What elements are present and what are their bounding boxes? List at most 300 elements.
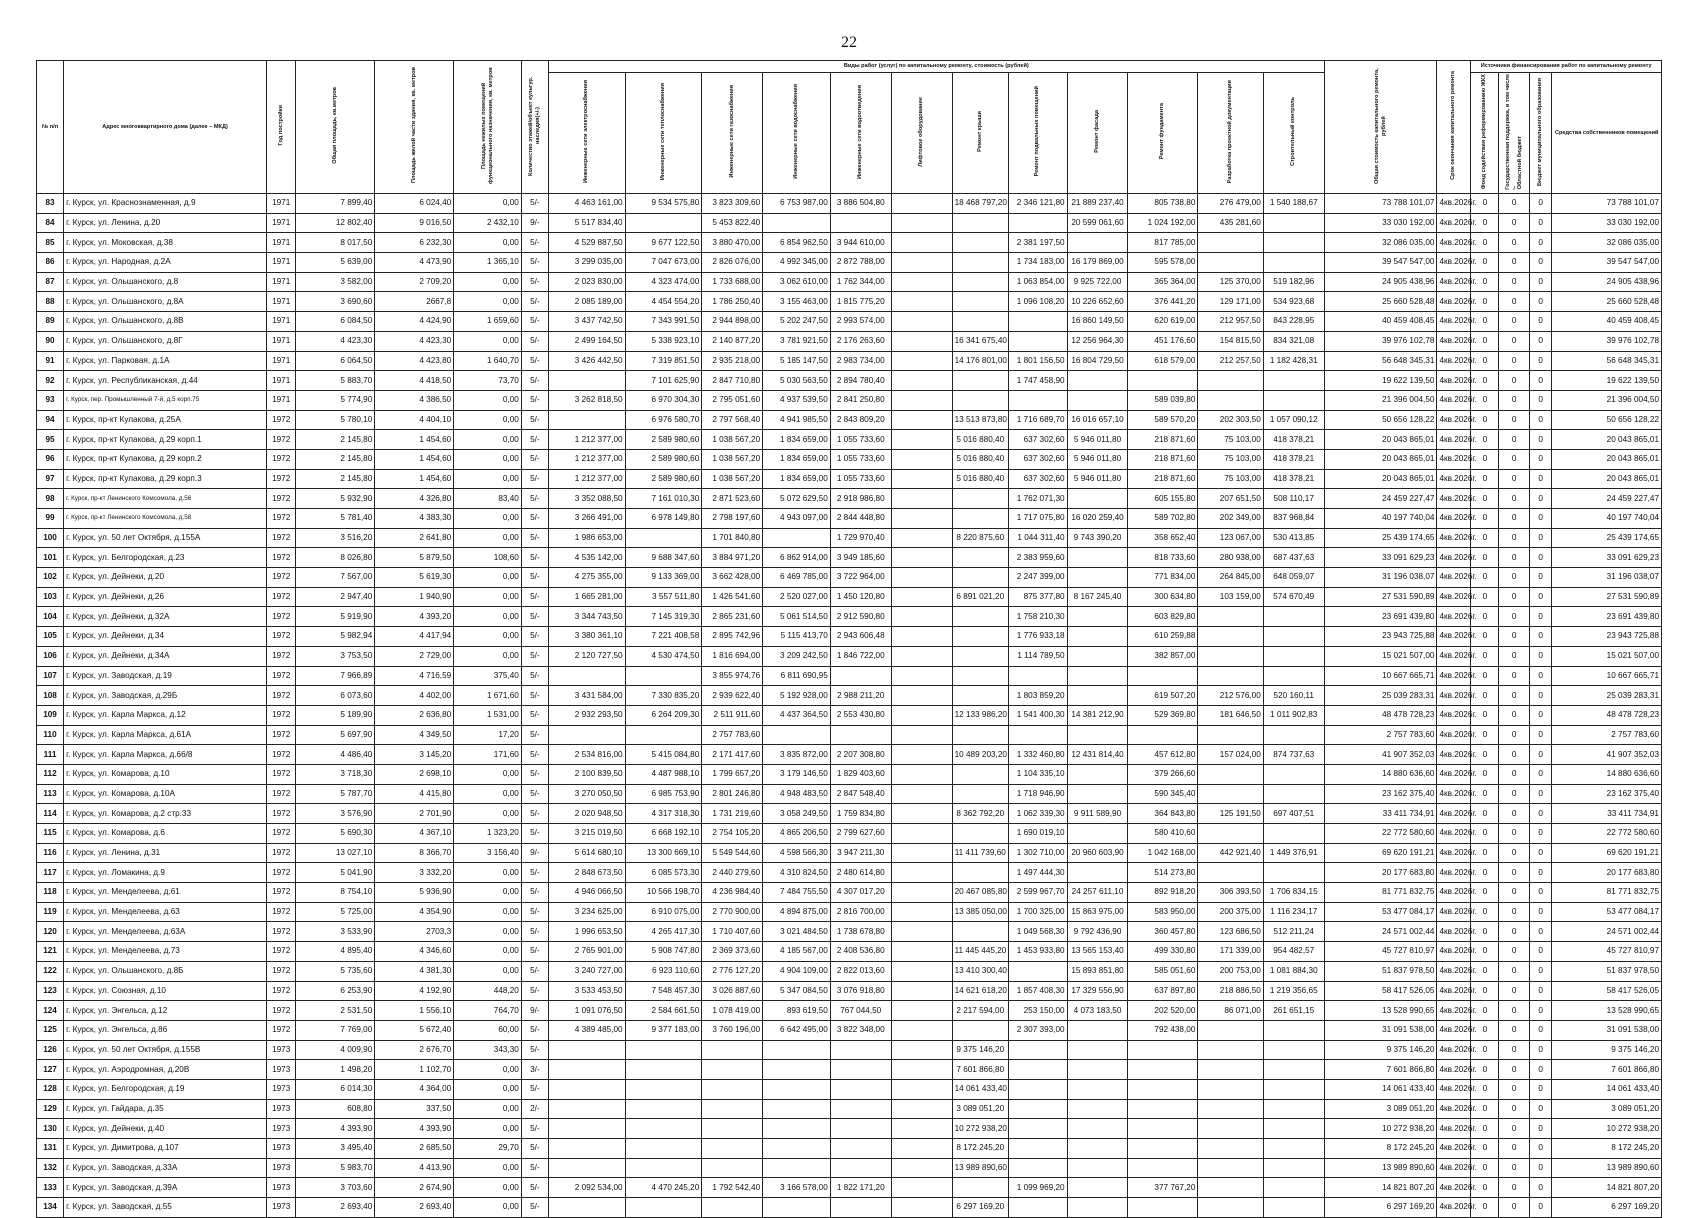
row-year: 1972 <box>267 430 296 450</box>
row-living-area: 1 940,90 <box>375 587 454 607</box>
row-floors: 5/- <box>521 548 548 568</box>
row-water: 6 811 690,95 <box>763 666 831 686</box>
row-sewage: 2 480 614,80 <box>830 863 891 883</box>
row-regional: 0 <box>1499 410 1529 430</box>
table-row <box>37 883 1662 903</box>
row-address: г. Курск, ул. Комарова, д.10А <box>64 784 267 804</box>
row-fund: 0 <box>1471 922 1499 942</box>
row-municipal: 0 <box>1529 1178 1552 1198</box>
header-work-basement: Ремонт подвальных помещений <box>1008 73 1067 194</box>
row-nonliving-area: 0,00 <box>454 804 522 824</box>
row-total-cost: 73 788 101,07 <box>1324 194 1437 214</box>
row-floors: 5/- <box>521 883 548 903</box>
row-nonliving-area: 0,00 <box>454 1158 522 1178</box>
row-municipal: 0 <box>1529 922 1552 942</box>
row-fund: 0 <box>1471 1020 1499 1040</box>
row-design: 202 303,50 <box>1198 410 1263 430</box>
row-nonliving-area: 0,00 <box>454 568 522 588</box>
row-water: 1 834 659,00 <box>763 469 831 489</box>
row-elevator <box>891 1158 952 1178</box>
row-sewage: 2 943 606,48 <box>830 627 891 647</box>
row-living-area: 4 386,50 <box>375 390 454 410</box>
row-electric: 1 665 281,00 <box>548 587 625 607</box>
row-supervision <box>1263 784 1324 804</box>
row-living-area: 1 102,70 <box>375 1060 454 1080</box>
row-address: г. Курск, ул. Димитрова, д.107 <box>64 1139 267 1159</box>
row-regional: 0 <box>1499 725 1529 745</box>
row-electric <box>548 410 625 430</box>
row-living-area: 4 423,30 <box>375 331 454 351</box>
row-facade <box>1067 627 1128 647</box>
row-gas <box>702 1079 763 1099</box>
row-basement: 1 049 568,30 <box>1008 922 1067 942</box>
row-elevator <box>891 331 952 351</box>
row-elevator <box>891 1178 952 1198</box>
row-fund: 0 <box>1471 489 1499 509</box>
row-roof <box>952 272 1008 292</box>
row-address: г. Курск, ул. Союзная, д.10 <box>64 981 267 1001</box>
row-nonliving-area: 0,00 <box>454 390 522 410</box>
row-year: 1972 <box>267 489 296 509</box>
row-number: 115 <box>37 824 64 844</box>
row-supervision <box>1263 1198 1324 1218</box>
row-supervision: 697 407,51 <box>1263 804 1324 824</box>
row-supervision <box>1263 1079 1324 1099</box>
row-supervision: 954 482,57 <box>1263 942 1324 962</box>
row-sewage: 4 307 017,20 <box>830 883 891 903</box>
row-elevator <box>891 587 952 607</box>
row-heating: 6 970 304,30 <box>625 390 702 410</box>
row-number: 113 <box>37 784 64 804</box>
row-roof: 13 385 050,00 <box>952 902 1008 922</box>
row-municipal: 0 <box>1529 686 1552 706</box>
row-number: 110 <box>37 725 64 745</box>
row-regional: 0 <box>1499 883 1529 903</box>
row-living-area: 4 402,00 <box>375 686 454 706</box>
row-number: 87 <box>37 272 64 292</box>
row-total-area: 4 009,90 <box>296 1040 375 1060</box>
row-own-funds: 58 417 526,05 <box>1552 981 1662 1001</box>
row-floors: 5/- <box>521 646 548 666</box>
table-row <box>37 1158 1662 1178</box>
row-total-cost: 22 772 580,60 <box>1324 824 1437 844</box>
row-elevator <box>891 410 952 430</box>
row-living-area: 6 024,40 <box>375 194 454 214</box>
row-foundation: 585 051,60 <box>1128 961 1198 981</box>
row-total-area: 6 014,30 <box>296 1079 375 1099</box>
row-basement <box>1008 390 1067 410</box>
row-nonliving-area: 0,00 <box>454 233 522 253</box>
row-deadline: 4кв.2026г. <box>1437 1040 1471 1060</box>
row-heating: 10 566 198,70 <box>625 883 702 903</box>
row-year: 1972 <box>267 646 296 666</box>
row-regional: 0 <box>1499 430 1529 450</box>
row-address: г. Курск, ул. Дейнеки, д.40 <box>64 1119 267 1139</box>
row-living-area: 4 393,90 <box>375 1119 454 1139</box>
row-floors: 5/- <box>521 1178 548 1198</box>
row-regional: 0 <box>1499 942 1529 962</box>
row-sewage: 2 207 308,80 <box>830 745 891 765</box>
row-address: г. Курск, ул. Краснознаменная, д.9 <box>64 194 267 214</box>
row-floors: 5/- <box>521 194 548 214</box>
row-design: 75 103,00 <box>1198 449 1263 469</box>
table-row <box>37 587 1662 607</box>
row-deadline: 4кв.2026г. <box>1437 666 1471 686</box>
row-address: г. Курск, ул. Заводская, д.55 <box>64 1198 267 1218</box>
row-regional: 0 <box>1499 331 1529 351</box>
row-basement: 1 857 408,30 <box>1008 981 1067 1001</box>
row-regional: 0 <box>1499 568 1529 588</box>
row-floors: 9/- <box>521 213 548 233</box>
row-total-area: 3 703,60 <box>296 1178 375 1198</box>
row-elevator <box>891 804 952 824</box>
header-work-water: Инженерные сети водоснабжения <box>763 73 831 194</box>
row-water <box>763 528 831 548</box>
row-water: 5 115 413,70 <box>763 627 831 647</box>
row-address: г. Курск, ул. Комарова, д.6 <box>64 824 267 844</box>
row-regional: 0 <box>1499 961 1529 981</box>
row-foundation: 202 520,00 <box>1128 1001 1198 1021</box>
row-electric: 2 932 293,50 <box>548 705 625 725</box>
row-roof: 8 362 792,20 <box>952 804 1008 824</box>
row-sewage: 767 044,50 <box>830 1001 891 1021</box>
row-elevator <box>891 194 952 214</box>
row-foundation <box>1128 725 1198 745</box>
row-total-area: 7 966,89 <box>296 666 375 686</box>
row-supervision <box>1263 1139 1324 1159</box>
row-own-funds: 50 656 128,22 <box>1552 410 1662 430</box>
row-municipal: 0 <box>1529 213 1552 233</box>
row-facade <box>1067 686 1128 706</box>
row-number: 117 <box>37 863 64 883</box>
row-municipal: 0 <box>1529 292 1552 312</box>
row-basement <box>1008 961 1067 981</box>
row-gas: 1 792 542,40 <box>702 1178 763 1198</box>
table-row <box>37 548 1662 568</box>
row-basement: 637 302,60 <box>1008 469 1067 489</box>
row-fund: 0 <box>1471 371 1499 391</box>
row-own-funds: 40 459 408,45 <box>1552 312 1662 332</box>
row-electric <box>548 1119 625 1139</box>
row-nonliving-area: 0,00 <box>454 863 522 883</box>
row-deadline: 4кв.2026г. <box>1437 331 1471 351</box>
row-total-cost: 7 601 866,80 <box>1324 1060 1437 1080</box>
header-work-heating: Инженерные сети теплоснабжения <box>625 73 702 194</box>
row-electric: 3 215 019,50 <box>548 824 625 844</box>
row-floors: 5/- <box>521 804 548 824</box>
row-address: г. Курск, пр-кт Ленинского Комсомола, д.58 <box>64 509 267 529</box>
row-number: 92 <box>37 371 64 391</box>
row-sewage: 2 988 211,20 <box>830 686 891 706</box>
row-facade: 10 226 652,60 <box>1067 292 1128 312</box>
row-heating <box>625 1079 702 1099</box>
row-electric: 3 431 584,00 <box>548 686 625 706</box>
row-total-area: 3 495,40 <box>296 1139 375 1159</box>
row-elevator <box>891 607 952 627</box>
row-total-area: 2 947,40 <box>296 587 375 607</box>
row-electric: 3 344 743,50 <box>548 607 625 627</box>
row-facade: 8 167 245,40 <box>1067 587 1128 607</box>
row-living-area: 9 016,50 <box>375 213 454 233</box>
row-heating: 7 319 851,50 <box>625 351 702 371</box>
row-address: г. Курск, пр-кт Ленинского Комсомола, д.56 <box>64 489 267 509</box>
row-number: 121 <box>37 942 64 962</box>
table-row <box>37 509 1662 529</box>
row-living-area: 4 192,90 <box>375 981 454 1001</box>
row-living-area: 5 936,90 <box>375 883 454 903</box>
row-own-funds: 69 620 191,21 <box>1552 843 1662 863</box>
header-work-gas: Инженерные сети газоснабжения <box>702 73 763 194</box>
row-facade <box>1067 1040 1128 1060</box>
row-elevator <box>891 292 952 312</box>
row-foundation: 379 266,60 <box>1128 764 1198 784</box>
row-heating: 13 300 669,10 <box>625 843 702 863</box>
row-electric <box>548 1060 625 1080</box>
row-address: г. Курск, ул. 50 лет Октября, д.155А <box>64 528 267 548</box>
row-address: г. Курск, ул. Заводская, д.19 <box>64 666 267 686</box>
row-address: г. Курск, ул. Ольшанского, д.8В <box>64 312 267 332</box>
row-deadline: 4кв.2026г. <box>1437 312 1471 332</box>
row-nonliving-area: 375,40 <box>454 666 522 686</box>
header-floors: Количество этажей/объект культур. наследия(+/-) <box>521 61 548 194</box>
row-basement: 2 381 197,50 <box>1008 233 1067 253</box>
row-electric: 3 266 491,00 <box>548 509 625 529</box>
row-electric: 5 517 834,40 <box>548 213 625 233</box>
table-row <box>37 1139 1662 1159</box>
row-facade: 9 911 589,90 <box>1067 804 1128 824</box>
row-electric: 2 023 830,00 <box>548 272 625 292</box>
row-year: 1973 <box>267 1099 296 1119</box>
row-heating: 6 976 580,70 <box>625 410 702 430</box>
row-address: г. Курск, ул. Дейнеки, д.34 <box>64 627 267 647</box>
row-sewage: 1 829 403,60 <box>830 764 891 784</box>
row-number: 112 <box>37 764 64 784</box>
row-fund: 0 <box>1471 1001 1499 1021</box>
row-sewage <box>830 1060 891 1080</box>
row-number: 130 <box>37 1119 64 1139</box>
row-roof <box>952 863 1008 883</box>
row-gas: 2 801 246,80 <box>702 784 763 804</box>
row-facade: 4 073 183,50 <box>1067 1001 1128 1021</box>
row-address: г. Курск, ул. Гайдара, д.35 <box>64 1099 267 1119</box>
row-floors: 5/- <box>521 824 548 844</box>
row-design: 103 159,00 <box>1198 587 1263 607</box>
row-total-area: 5 774,90 <box>296 390 375 410</box>
row-supervision: 843 228,95 <box>1263 312 1324 332</box>
row-supervision <box>1263 1040 1324 1060</box>
row-fund: 0 <box>1471 312 1499 332</box>
row-roof: 5 016 880,40 <box>952 430 1008 450</box>
row-municipal: 0 <box>1529 1198 1552 1218</box>
row-total-cost: 51 837 978,50 <box>1324 961 1437 981</box>
row-regional: 0 <box>1499 981 1529 1001</box>
row-design <box>1198 1178 1263 1198</box>
row-deadline: 4кв.2026г. <box>1437 784 1471 804</box>
row-municipal: 0 <box>1529 646 1552 666</box>
row-living-area: 4 404,10 <box>375 410 454 430</box>
row-floors: 5/- <box>521 961 548 981</box>
row-year: 1971 <box>267 233 296 253</box>
row-gas: 2 511 911,60 <box>702 705 763 725</box>
row-regional: 0 <box>1499 528 1529 548</box>
row-municipal: 0 <box>1529 745 1552 765</box>
row-number: 83 <box>37 194 64 214</box>
row-roof: 10 272 938,20 <box>952 1119 1008 1139</box>
row-total-cost: 24 571 002,44 <box>1324 922 1437 942</box>
row-regional: 0 <box>1499 686 1529 706</box>
row-regional: 0 <box>1499 666 1529 686</box>
row-gas: 3 760 196,00 <box>702 1020 763 1040</box>
row-own-funds: 25 439 174,65 <box>1552 528 1662 548</box>
row-heating: 6 264 209,30 <box>625 705 702 725</box>
row-foundation <box>1128 1139 1198 1159</box>
row-basement <box>1008 213 1067 233</box>
row-living-area: 5 672,40 <box>375 1020 454 1040</box>
row-basement: 1 099 969,20 <box>1008 1178 1067 1198</box>
header-works-group: Виды работ (услуг) по капитальному ремонту, стоимость (рублей) <box>548 61 1324 73</box>
row-gas: 1 078 419,00 <box>702 1001 763 1021</box>
row-total-area: 5 639,00 <box>296 253 375 273</box>
row-number: 94 <box>37 410 64 430</box>
row-foundation: 605 155,80 <box>1128 489 1198 509</box>
row-deadline: 4кв.2026г. <box>1437 725 1471 745</box>
row-total-cost: 19 622 139,50 <box>1324 371 1437 391</box>
row-water <box>763 1139 831 1159</box>
row-total-area: 2 145,80 <box>296 469 375 489</box>
row-water: 5 030 563,50 <box>763 371 831 391</box>
row-year: 1971 <box>267 272 296 292</box>
row-sewage: 1 759 834,80 <box>830 804 891 824</box>
row-sewage: 1 846 722,00 <box>830 646 891 666</box>
table-row <box>37 390 1662 410</box>
row-design: 202 349,00 <box>1198 509 1263 529</box>
row-heating: 7 047 673,00 <box>625 253 702 273</box>
row-basement: 1 096 108,20 <box>1008 292 1067 312</box>
table-row <box>37 1099 1662 1119</box>
row-gas: 1 733 688,00 <box>702 272 763 292</box>
row-nonliving-area: 0,00 <box>454 410 522 430</box>
row-living-area: 4 417,94 <box>375 627 454 647</box>
row-total-cost: 3 089 051,20 <box>1324 1099 1437 1119</box>
row-regional: 0 <box>1499 449 1529 469</box>
row-heating: 5 908 747,80 <box>625 942 702 962</box>
row-basement: 2 599 967,70 <box>1008 883 1067 903</box>
row-year: 1973 <box>267 1158 296 1178</box>
row-own-funds: 31 196 038,07 <box>1552 568 1662 588</box>
row-total-area: 6 084,50 <box>296 312 375 332</box>
row-regional: 0 <box>1499 843 1529 863</box>
row-heating: 6 910 075,00 <box>625 902 702 922</box>
row-total-cost: 23 162 375,40 <box>1324 784 1437 804</box>
row-basement: 1 718 946,90 <box>1008 784 1067 804</box>
header-total-cost: Общая стоимость капитального ремонта, рублей <box>1324 61 1437 194</box>
row-address: г. Курск, ул. Менделеева, д.61 <box>64 883 267 903</box>
row-address: г. Курск, ул. Дейнеки, д.20 <box>64 568 267 588</box>
row-total-cost: 31 196 038,07 <box>1324 568 1437 588</box>
row-fund: 0 <box>1471 686 1499 706</box>
row-electric: 3 380 361,10 <box>548 627 625 647</box>
table-row <box>37 194 1662 214</box>
row-foundation <box>1128 1119 1198 1139</box>
row-regional: 0 <box>1499 312 1529 332</box>
row-municipal: 0 <box>1529 1099 1552 1119</box>
row-roof <box>952 292 1008 312</box>
row-supervision <box>1263 1020 1324 1040</box>
row-design: 125 191,50 <box>1198 804 1263 824</box>
row-address: г. Курск, ул. Дейнеки, д.32А <box>64 607 267 627</box>
row-living-area: 2 709,20 <box>375 272 454 292</box>
row-living-area: 1 454,60 <box>375 430 454 450</box>
row-total-cost: 8 172 245,20 <box>1324 1139 1437 1159</box>
row-own-funds: 45 727 810,97 <box>1552 942 1662 962</box>
row-foundation: 218 871,60 <box>1128 449 1198 469</box>
row-own-funds: 24 571 002,44 <box>1552 922 1662 942</box>
row-electric: 3 240 727,00 <box>548 961 625 981</box>
row-living-area: 4 354,90 <box>375 902 454 922</box>
row-nonliving-area: 0,00 <box>454 646 522 666</box>
row-foundation: 376 441,20 <box>1128 292 1198 312</box>
row-number: 126 <box>37 1040 64 1060</box>
row-roof <box>952 824 1008 844</box>
row-supervision: 519 182,96 <box>1263 272 1324 292</box>
row-year: 1972 <box>267 666 296 686</box>
table-row <box>37 705 1662 725</box>
row-floors: 5/- <box>521 942 548 962</box>
row-gas: 1 799 657,20 <box>702 764 763 784</box>
row-floors: 9/- <box>521 1001 548 1021</box>
table-row <box>37 1079 1662 1099</box>
table-row <box>37 824 1662 844</box>
row-facade: 20 960 603,90 <box>1067 843 1128 863</box>
row-roof: 14 176 801,00 <box>952 351 1008 371</box>
row-total-area: 2 145,80 <box>296 430 375 450</box>
row-gas <box>702 1099 763 1119</box>
table-row <box>37 666 1662 686</box>
row-elevator <box>891 1099 952 1119</box>
row-facade <box>1067 371 1128 391</box>
row-living-area: 4 383,30 <box>375 509 454 529</box>
row-elevator <box>891 824 952 844</box>
table-row <box>37 942 1662 962</box>
row-total-cost: 25 660 528,48 <box>1324 292 1437 312</box>
row-total-area: 1 498,20 <box>296 1060 375 1080</box>
row-regional: 0 <box>1499 587 1529 607</box>
table-row <box>37 272 1662 292</box>
row-nonliving-area: 0,00 <box>454 292 522 312</box>
row-facade <box>1067 390 1128 410</box>
row-gas: 2 944 898,00 <box>702 312 763 332</box>
row-roof: 8 172 245,20 <box>952 1139 1008 1159</box>
row-foundation <box>1128 666 1198 686</box>
row-facade <box>1067 1060 1128 1080</box>
row-design: 207 651,50 <box>1198 489 1263 509</box>
row-gas <box>702 1198 763 1218</box>
row-own-funds: 20 043 865,01 <box>1552 449 1662 469</box>
row-total-cost: 23 943 725,88 <box>1324 627 1437 647</box>
row-sewage: 2 918 986,80 <box>830 489 891 509</box>
row-address: г. Курск, пер. Промышленный 7-й, д.5 корп.75 <box>64 390 267 410</box>
row-total-cost: 33 091 629,23 <box>1324 548 1437 568</box>
row-own-funds: 21 396 004,50 <box>1552 390 1662 410</box>
row-heating: 4 265 417,30 <box>625 922 702 942</box>
row-water: 3 062 610,00 <box>763 272 831 292</box>
row-living-area: 4 346,60 <box>375 942 454 962</box>
row-basement: 1 717 075,80 <box>1008 509 1067 529</box>
row-facade: 9 925 722,00 <box>1067 272 1128 292</box>
row-heating: 6 668 192,10 <box>625 824 702 844</box>
row-municipal: 0 <box>1529 449 1552 469</box>
row-address: г. Курск, ул. Белгородская, д.23 <box>64 548 267 568</box>
